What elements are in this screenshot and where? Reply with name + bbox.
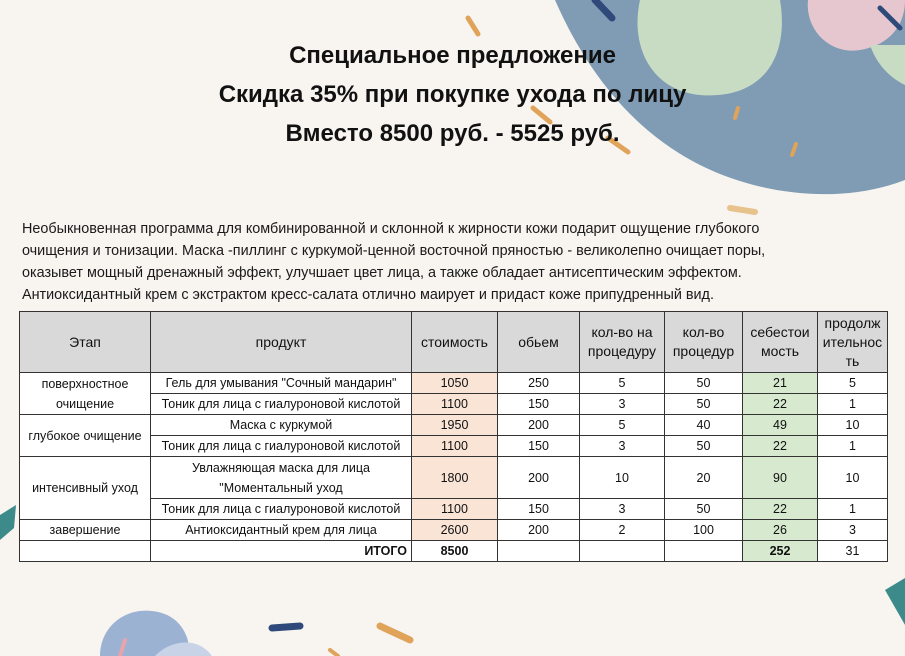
self-cost-cell: 26 <box>743 520 818 541</box>
header-per-procedure: кол-во на процедуру <box>580 312 665 373</box>
total-duration: 31 <box>818 541 888 562</box>
total-label: ИТОГО <box>151 541 412 562</box>
table-header-row <box>20 312 888 373</box>
per-procedure-cell: 3 <box>580 394 665 415</box>
duration-cell: 1 <box>818 499 888 520</box>
header-cost: стоимость <box>412 312 498 373</box>
per-procedure-cell: 10 <box>580 457 665 499</box>
product-cell: Тоник для лица с гиалуроновой кислотой <box>151 436 412 457</box>
volume-cell: 150 <box>498 436 580 457</box>
procedures-cell: 50 <box>665 436 743 457</box>
procedures-cell: 50 <box>665 394 743 415</box>
self-cost-cell: 22 <box>743 499 818 520</box>
header-stage: Этап <box>20 312 151 373</box>
self-cost-cell: 22 <box>743 436 818 457</box>
volume-cell: 150 <box>498 394 580 415</box>
table-row <box>20 520 888 541</box>
cost-cell: 1050 <box>412 373 498 394</box>
duration-cell: 1 <box>818 394 888 415</box>
self-cost-cell: 22 <box>743 394 818 415</box>
self-cost-cell: 21 <box>743 373 818 394</box>
offer-header <box>0 36 905 153</box>
volume-cell: 200 <box>498 415 580 436</box>
table-row <box>20 373 888 394</box>
empty-cell <box>20 541 151 562</box>
description-line: оказывет мощный дренажный эффект, улучшает цвет лица, а также обладает антисептическим эффектом. <box>22 265 742 281</box>
table-row <box>20 457 888 499</box>
product-cell: Маска с куркумой <box>151 415 412 436</box>
description-line: очищения и тонизации. Маска -пиллинг с куркумой-ценной восточной пряностью - великолепно очищает поры, <box>22 243 766 259</box>
product-cell: Антиоксидантный крем для лица <box>151 520 412 541</box>
product-cell: Тоник для лица с гиалуроновой кислотой <box>151 499 412 520</box>
product-cell: Гель для умывания "Сочный мандарин" <box>151 373 412 394</box>
volume-cell: 200 <box>498 457 580 499</box>
cost-cell: 1100 <box>412 436 498 457</box>
empty-cell <box>580 541 665 562</box>
description-line: Антиоксидантный крем с экстрактом кресс-салата отлично маирует и придаст коже припудренный вид. <box>22 287 714 303</box>
header-duration: продолж ительнос ть <box>818 312 888 373</box>
per-procedure-cell: 5 <box>580 415 665 436</box>
duration-cell: 1 <box>818 436 888 457</box>
per-procedure-cell: 3 <box>580 499 665 520</box>
volume-cell: 200 <box>498 520 580 541</box>
volume-cell: 250 <box>498 373 580 394</box>
duration-cell: 10 <box>818 457 888 499</box>
table-row <box>20 415 888 436</box>
procedures-cell: 20 <box>665 457 743 499</box>
product-cell: Увлажняющая маска для лица "Моментальный уход <box>151 457 412 499</box>
header-procedures: кол-во процедур <box>665 312 743 373</box>
header-product: продукт <box>151 312 412 373</box>
duration-cell: 3 <box>818 520 888 541</box>
empty-cell <box>665 541 743 562</box>
offer-title: Специальное предложение <box>289 42 616 69</box>
procedures-cell: 50 <box>665 373 743 394</box>
cost-cell: 1100 <box>412 499 498 520</box>
total-row <box>20 541 888 562</box>
header-volume: обьем <box>498 312 580 373</box>
duration-cell: 5 <box>818 373 888 394</box>
cost-cell: 1800 <box>412 457 498 499</box>
stage-cell: поверхностное очищение <box>20 373 151 415</box>
stage-cell: завершение <box>20 520 151 541</box>
empty-cell <box>498 541 580 562</box>
total-cost: 8500 <box>412 541 498 562</box>
price-line: Вместо 8500 руб. - 5525 руб. <box>285 120 620 147</box>
procedures-cell: 40 <box>665 415 743 436</box>
header-self-cost: себестои мость <box>743 312 818 373</box>
cost-cell: 1950 <box>412 415 498 436</box>
cost-table <box>19 311 888 562</box>
volume-cell: 150 <box>498 499 580 520</box>
table-row <box>20 394 888 415</box>
procedures-cell: 50 <box>665 499 743 520</box>
cost-cell: 2600 <box>412 520 498 541</box>
total-self-cost: 252 <box>743 541 818 562</box>
discount-line: Скидка 35% при покупке ухода по лицу <box>218 81 687 108</box>
duration-cell: 10 <box>818 415 888 436</box>
per-procedure-cell: 5 <box>580 373 665 394</box>
table-row <box>20 499 888 520</box>
self-cost-cell: 90 <box>743 457 818 499</box>
stage-cell: глубокое очищение <box>20 415 151 457</box>
per-procedure-cell: 2 <box>580 520 665 541</box>
procedures-cell: 100 <box>665 520 743 541</box>
product-cell: Тоник для лица с гиалуроновой кислотой <box>151 394 412 415</box>
self-cost-cell: 49 <box>743 415 818 436</box>
program-description <box>22 218 892 306</box>
cost-cell: 1100 <box>412 394 498 415</box>
per-procedure-cell: 3 <box>580 436 665 457</box>
table-row <box>20 436 888 457</box>
description-line: Необыкновенная программа для комбинированной и склонной к жирности кожи подарит ощущение глубокого <box>22 221 760 237</box>
stage-cell: интенсивный уход <box>20 457 151 520</box>
